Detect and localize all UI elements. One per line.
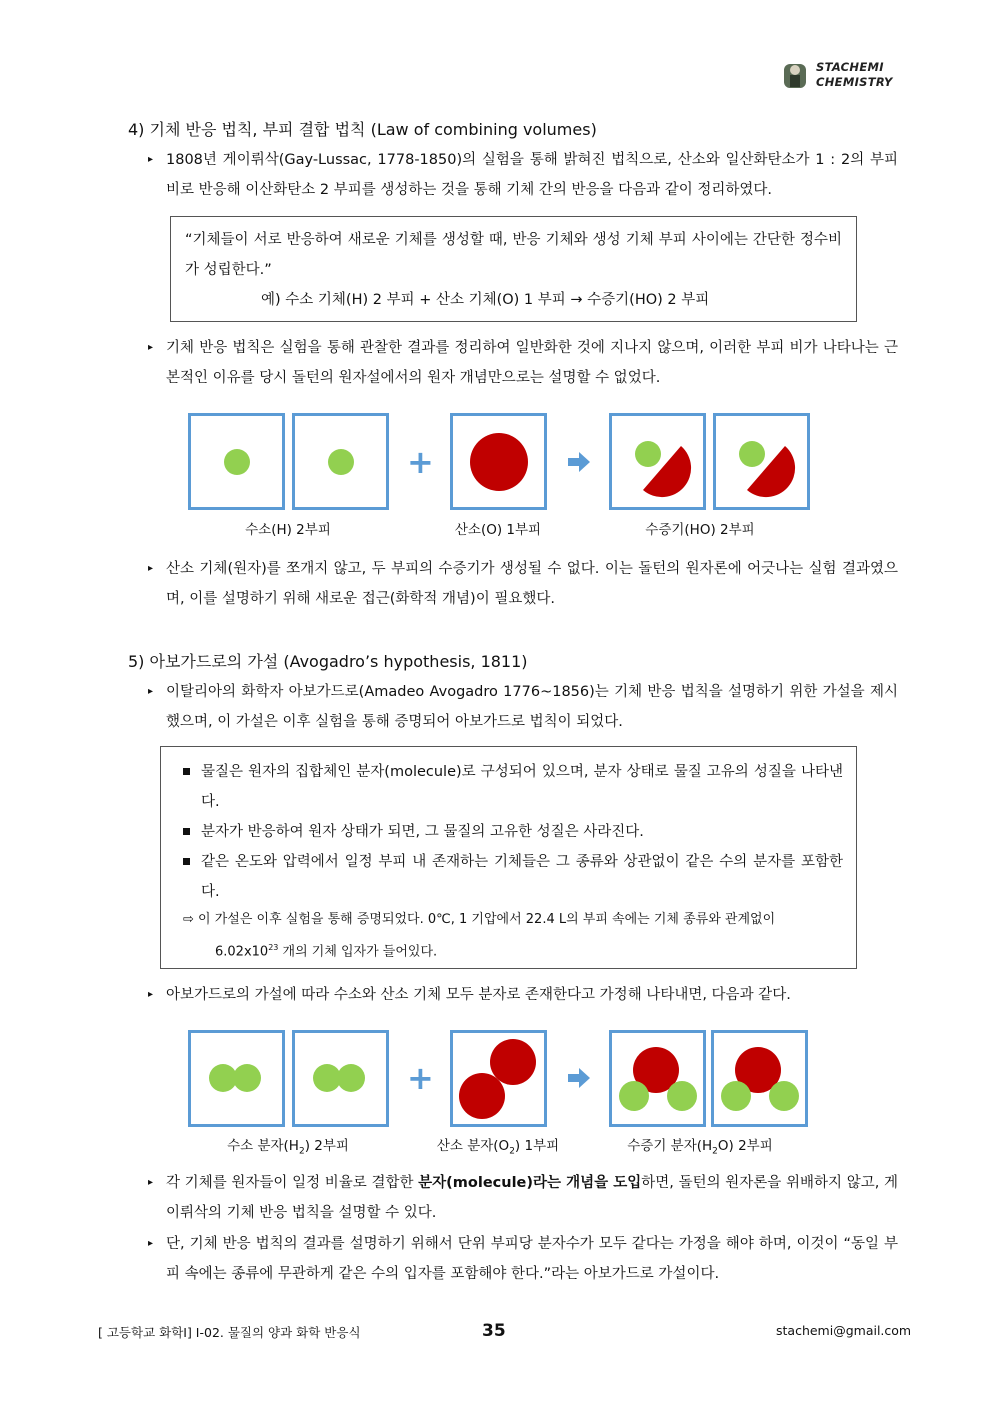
caption-oxygen-molecule: 산소 분자$(O_2)$ 1부피: [436, 1138, 560, 1157]
water-volume-box: [609, 413, 706, 510]
hypothesis-note: [183, 906, 853, 966]
page-number: 35: [482, 1321, 506, 1341]
section5-bullet2: ▸ 아보가드로의 가설에 따라 수소와 산소 기체 모두 분자로 존재한다고 가정해 나타내면, 다음과 같다.: [148, 980, 898, 1010]
water-half-oxygen-icon: [612, 416, 703, 507]
caption-hydrogen: 수소(H) 2부피: [245, 522, 331, 538]
note-line1: ⇨ 이 가설은 이후 실험을 통해 증명되었다. 0℃, 1 기압에서 22.4 L의 부피 속에는 기체 종류와 관계없이: [183, 912, 776, 927]
logo-figure-icon: [782, 60, 810, 90]
square-bullet-icon: [183, 828, 190, 835]
hydrogen-volume-box: [188, 413, 285, 510]
quote-box: [170, 216, 857, 322]
bullet-icon: ▸: [148, 686, 154, 697]
hydrogen-atom: [721, 1081, 751, 1111]
quote-example: 예) 수소 기체(H) 2 부피 + 산소 기체(O) 1 부피 → 수증기(HO) 2 부피: [261, 292, 710, 308]
caption-hydrogen-molecule: 수소 분자$(H_2)$ 2부피: [227, 1138, 349, 1157]
square-bullet-icon: [183, 768, 190, 775]
caption-oxygen: 산소(O) 1부피: [454, 522, 542, 538]
hypothesis-item: 같은 온도와 압력에서 일정 부피 내 존재하는 기체들은 그 종류와 상관없이 같은 수의 분자를 포함한다.: [183, 847, 843, 907]
section5-bullet3: ▸ 각 기체를 원자들이 일정 비율로 결합한 분자(molecule)라는 개념을 도입하면, 돌턴의 원자론을 위배하지 않고, 게이뤼삭의 기체 반응 법칙을 설명할 수 있다.: [148, 1168, 898, 1228]
hydrogen-atom: [337, 1064, 365, 1092]
arrow-right-icon: [568, 1068, 590, 1088]
bullet-icon: ▸: [148, 342, 154, 353]
hydrogen-atom: [224, 449, 250, 475]
hydrogen-molecule-box: [292, 1030, 389, 1127]
note-line2: $6.02x10^{23}$ 개의 기체 입자가 들어있다.: [215, 943, 438, 960]
water-molecule-box: [711, 1030, 808, 1127]
hydrogen-atom: [328, 449, 354, 475]
hypothesis-item: 분자가 반응하여 원자 상태가 되면, 그 물질의 고유한 성질은 사라진다.: [183, 817, 843, 847]
hydrogen-atom: [769, 1081, 799, 1111]
bullet-icon: ▸: [148, 154, 154, 165]
hydrogen-molecule-box: [188, 1030, 285, 1127]
hypothesis-item: 물질은 원자의 집합체인 분자(molecule)로 구성되어 있으며, 분자 상태로 물질 고유의 성질을 나타낸다.: [183, 757, 843, 817]
water-molecule-box: [609, 1030, 706, 1127]
section4-bullet3: ▸ 산소 기체(원자)를 쪼개지 않고, 두 부피의 수증기가 생성될 수 없다. 이는 돌턴의 원자론에 어긋나는 실험 결과였으며, 이를 설명하기 위해 새로운 접근(화학적 개념)이 필요했다.: [148, 554, 898, 614]
oxygen-molecule-box: [450, 1030, 547, 1127]
arrow-right-icon: [568, 452, 590, 472]
water-half-oxygen-icon: [716, 416, 807, 507]
hypothesis-box: [160, 746, 857, 969]
oxygen-volume-box: [450, 413, 547, 510]
footer-course: [ 고등학교 화학Ⅰ] Ⅰ-02. 물질의 양과 화학 반응식: [98, 1325, 361, 1340]
bullet-icon: ▸: [148, 1238, 154, 1249]
plus-sign: +: [407, 1059, 434, 1097]
bullet-icon: ▸: [148, 989, 154, 1000]
plus-sign: +: [407, 443, 434, 481]
caption-water: 수증기(HO) 2부피: [645, 522, 755, 538]
oxygen-atom: [470, 433, 528, 491]
section5-bullet4: ▸ 단, 기체 반응 법칙의 결과를 설명하기 위해서 단위 부피당 분자수가 모두 같다는 가정을 해야 하며, 이것이 “동일 부피 속에는 종류에 무관하게 같은 수의 입자를 포함해야 한다.”라는 아보가드로 가설이다.: [148, 1229, 898, 1289]
logo-line1: STACHEMI: [816, 60, 884, 74]
hydrogen-atom: [233, 1064, 261, 1092]
caption-water-molecule: 수증기 분자$(H_2O)$ 2부피: [627, 1138, 773, 1157]
section4-bullet2: ▸ 기체 반응 법칙은 실험을 통해 관찰한 결과를 정리하여 일반화한 것에 지나지 않으며, 이러한 부피 비가 나타나는 근본적인 이유를 당시 돌턴의 원자설에서의 원자 개념만으로는 설명할 수 없었다.: [148, 333, 898, 393]
hydrogen-atom: [619, 1081, 649, 1111]
oxygen-atom: [459, 1073, 505, 1119]
section5-bullet1: ▸ 이탈리아의 화학자 아보가드로(Amadeo Avogadro 1776~1856)는 기체 반응 법칙을 설명하기 위한 가설을 제시했으며, 이 가설은 이후 실험을 통해 증명되어 아보가드로 법칙이 되었다.: [148, 677, 898, 737]
water-volume-box: [713, 413, 810, 510]
section4-bullet1: ▸ 1808년 게이뤼삭(Gay-Lussac, 1778-1850)의 실험을 통해 밝혀진 법칙으로, 산소와 일산화탄소가 1 : 2의 부피 비로 반응해 이산화탄소 2 부피를 생성하는 것을 통해 기체 간의 반응을 다음과 같이 정리하였다.: [148, 145, 898, 205]
section5-heading: 5) 아보가드로의 가설 (Avogadro’s hypothesis, 1811): [128, 652, 528, 671]
header-logo: [782, 58, 902, 98]
square-bullet-icon: [183, 858, 190, 865]
quote-text: “기체들이 서로 반응하여 새로운 기체를 생성할 때, 반응 기체와 생성 기체 부피 사이에는 간단한 정수비가 성립한다.”: [185, 232, 842, 278]
section4-heading: 4) 기체 반응 법칙, 부피 결합 법칙 (Law of combining volumes): [128, 120, 597, 139]
hydrogen-atom: [667, 1081, 697, 1111]
logo-line2: CHEMISTRY: [816, 75, 893, 89]
bullet-icon: ▸: [148, 1177, 154, 1188]
footer-email[interactable]: stachemi@gmail.com: [776, 1323, 912, 1338]
hydrogen-volume-box: [292, 413, 389, 510]
bullet-icon: ▸: [148, 563, 154, 574]
